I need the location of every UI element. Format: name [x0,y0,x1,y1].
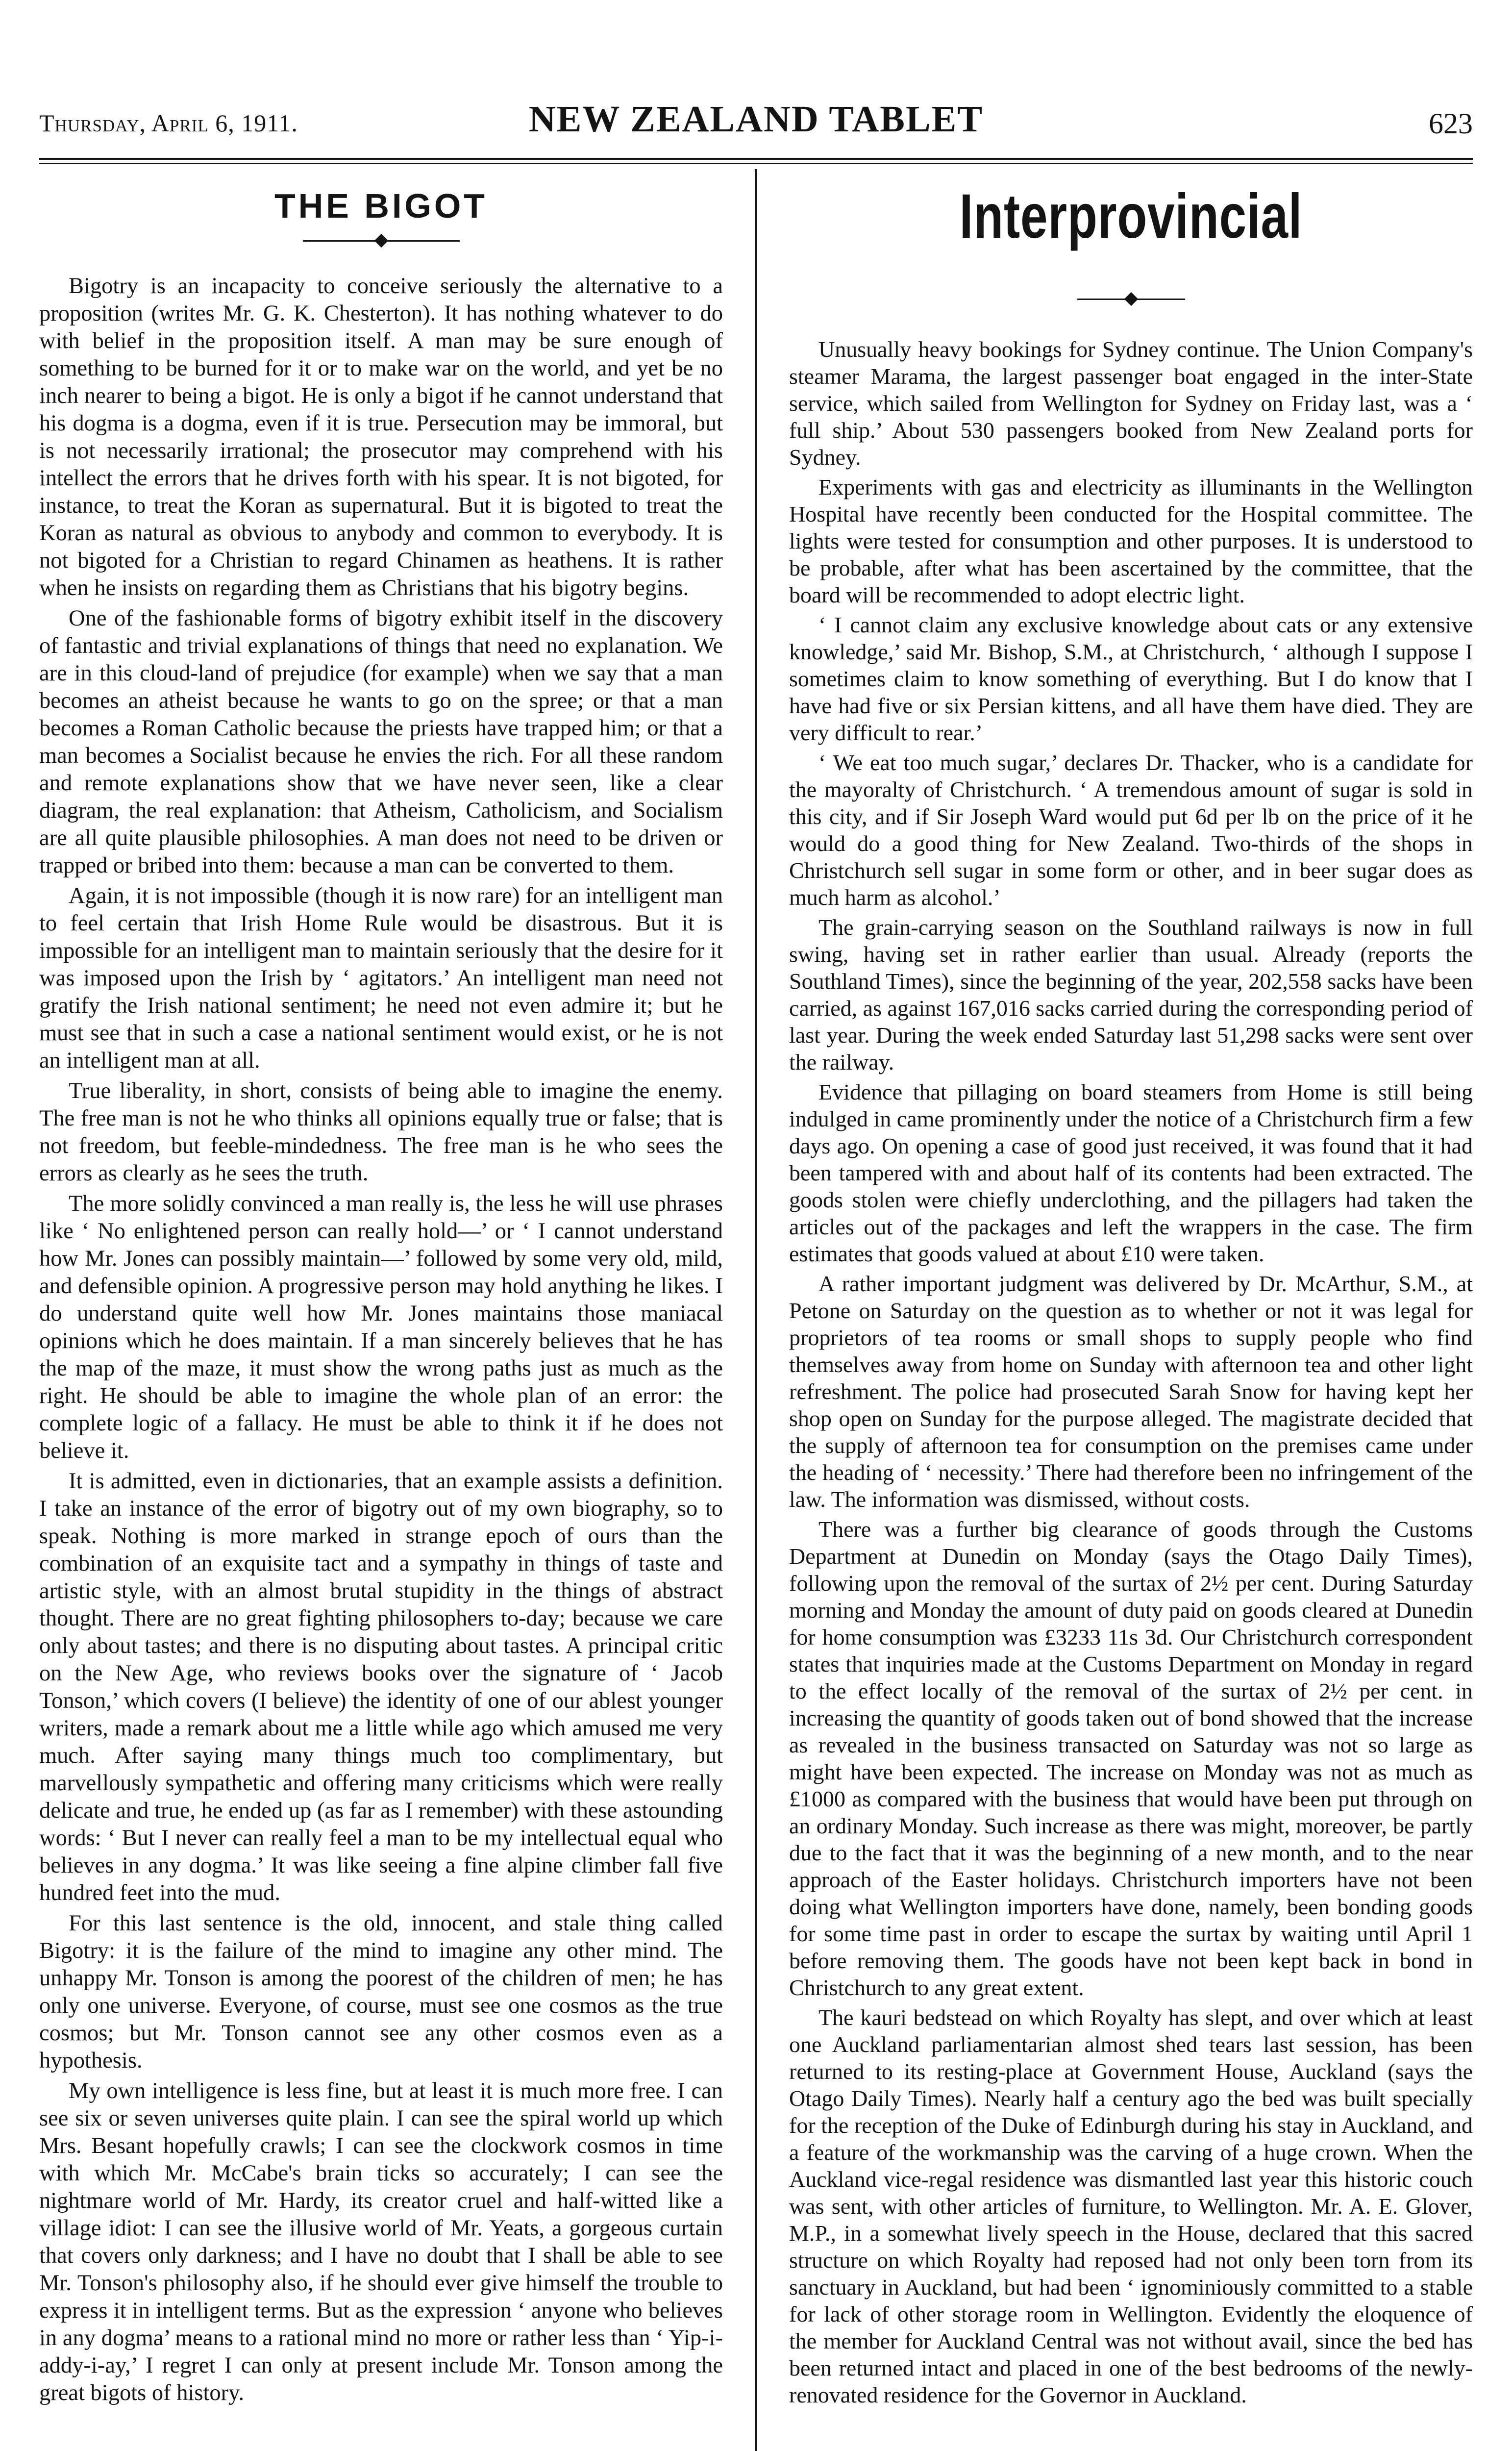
news-paragraph: Unusually heavy bookings for Sydney continue. The Union Company's steamer Marama, the largest passenger boat engaged in the inter-State service, which sailed from Wellington for Sydney on Friday last, was a ‘ full ship.’ About 530 passengers booked from New Zealand ports for Sydney. [789,337,1473,470]
right-column [789,176,1473,2411]
article-title-bigot: THE BIGOT [274,187,488,225]
left-column [39,176,723,2410]
page-number: 623 [1429,107,1473,140]
masthead-title: NEW ZEALAND TABLET [528,99,984,140]
bigot-paragraph: For this last sentence is the old, innocent, and stale thing called Bigotry: it is the failure of the mind to imagine any other mind. The unhappy Mr. Tonson is among the poorest of the children of men; he has only one universe. Everyone, of course, must see one cosmos as the true cosmos; but Mr. Tonson cannot see any other cosmos even as a hypothesis. [39,1911,723,2073]
masthead-date: Thursday, April 6, 1911. [39,109,298,137]
title-ornament [303,233,460,248]
news-paragraph: Evidence that pillaging on board steamers from Home is still being indulged in came prominently under the notice of a Christchurch firm a few days ago. On opening a case of good just received, it was found that it had been tampered with and about half of its contents had been extracted. The goods stolen were chiefly underclothing, and the pillagers had taken the articles out of the packages and left the wrappers in the case. The firm estimates that goods valued at about £10 were taken. [789,1079,1473,1266]
bigot-paragraph: It is admitted, even in dictionaries, that an example assists a definition. I take an instance of the error of bigotry out of my own biography, so to speak. Nothing is more marked in strange epoch of ours than the combination of an exquisite tact and a sympathy in things of taste and artistic style, with an almost brutal stupidity in the things of abstract thought. There are no great fighting philosophers to-day; because we care only about tastes; and there is no disputing about tastes. A principal critic on the New Age, who reviews books over the signature of ‘ Jacob Tonson,’ which covers (I believe) the identity of one of our ablest younger writers, made a remark about me a little while ago which amused me very much. After saying many things much too complimentary, but marvellously sympathetic and offering many criticisms which were really delicate and true, he ended up (as far as I remember) with these astounding words: ‘ But I never can really feel a man to be my intellectual equal who believes in any dogma.’ It was like seeing a fine alpine climber fall five hundred feet into the mud. [39,1469,723,1905]
bigot-paragraph: The more solidly convinced a man really is, the less he will use phrases like ‘ No enlightened person can really hold—’ or ‘ I cannot understand how Mr. Jones can possibly maintain—’ followed by some very old, mild, and defensible opinion. A progressive person may hold anything he likes. I do understand quite well how Mr. Jones maintains those maniacal opinions which he does maintain. If a man sincerely believes that he has the map of the maze, it must show the wrong paths just as much as the right. He should be able to imagine the whole plan of an error: the complete logic of a fallacy. He must be able to think it if he does not believe it. [39,1191,723,1463]
news-paragraph: ‘ I cannot claim any exclusive knowledge about cats or any extensive knowledge,’ said Mr. Bishop, S.M., at Christchurch, ‘ although I suppose I sometimes claim to know something of everything. But I do know that I have had five or six Persian kittens, and all have them have died. They are very difficult to rear.’ [789,612,1473,745]
news-paragraph: Experiments with gas and electricity as illuminants in the Wellington Hospital have recently been conducted for the Hospital committee. The lights were tested for consumption and other purposes. It is understood to be probable, after what has been ascertained by the committee, that the board will be recommended to adopt electric light. [789,475,1473,607]
news-paragraph: There was a further big clearance of goods through the Customs Department at Dunedin on Monday (says the Otago Daily Times), following upon the removal of the surtax of 2½ per cent. During Saturday morning and Monday the amount of duty paid on goods cleared at Dunedin for home consumption was £3233 11s 3d. Our Christchurch correspondent states that inquiries made at the Customs Department on Monday in regard to the effect locally of the removal of the surtax of 2½ per cent. in increasing the quantity of goods taken out of bond showed that the increase as revealed in the business transacted on Saturday was not so large as might have been expected. The increase on Monday was not as much as £1000 as compared with the business that would have been put through on an ordinary Monday. Such increase as there was might, moreover, be partly due to the fact that it was the beginning of a new month, and to the near approach of the Easter holidays. Christchurch importers have not been doing what Wellington importers have done, namely, been bonding goods for some time past in order to escape the surtax by waiting until April 1 before removing them. The goods have not been kept back in bond in Christchurch to any great extent. [789,1517,1473,2000]
bigot-paragraph: One of the fashionable forms of bigotry exhibit itself in the discovery of fantastic and trivial explanations of things that need no explanation. We are in this cloud-land of prejudice (for example) when we say that a man becomes an atheist because he wants to go on the spree; or that a man becomes a Roman Catholic because the priests have trapped him; or that a man becomes a Socialist because he envies the rich. For all these random and remote explanations show that we have never seen, like a clear diagram, the real explanation: that Atheism, Catholicism, and Socialism are all quite plausible philosophies. A man does not need to be driven or trapped or bribed into them: because a man can be converted to them. [39,606,723,878]
bigot-paragraph: Bigotry is an incapacity to conceive seriously the alternative to a proposition (writes Mr. G. K. Chesterton). It has nothing whatever to do with belief in the proposition itself. A man may be sure enough of something to be burned for it or to make war on the world, and yet be no inch nearer to being a bigot. He is only a bigot if he cannot understand that his dogma is a dogma, even if it is true. Persecution may be immoral, but is not necessarily irrational; the prosecutor may comprehend with his intellect the errors that he drives forth with his spear. It is not bigoted, for instance, to treat the Koran as supernatural. But it is bigoted to treat the Koran as natural as obvious to anybody and common to everybody. It is not bigoted for a Christian to regard Chinamen as heathens. It is rather when he insists on regarding them as Christians that his bigotry begins. [39,274,723,600]
title-ornament [1077,292,1185,306]
bigot-paragraph: My own intelligence is less fine, but at least it is much more free. I can see six or seven universes quite plain. I can see the spiral world up which Mrs. Besant hopefully crawls; I can see the clockwork cosmos in time with which Mr. McCabe's brain ticks so accurately; I can see the nightmare world of Mr. Hardy, its creator cruel and half-witted like a village idiot: I can see the illusive world of Mr. Yeats, a gorgeous curtain that covers only darkness; and I have no doubt that I shall be able to see Mr. Tonson's philosophy also, if he should ever give himself the trouble to express it in intelligent terms. But as the expression ‘ anyone who believes in any dogma’ means to a rational mind no more or rather less than ‘ Yip-i-addy-i-ay,’ I regret I can only at present include Mr. Tonson among the great bigots of history. [39,2078,723,2405]
masthead [39,98,1473,152]
article-title-interprovincial: Interprovincial [959,181,1303,251]
news-paragraph: The kauri bedstead on which Royalty has slept, and over which at least one Auckland parliamentarian almost shed tears last session, has been returned to its resting-place at Government House, Auckland (says the Otago Daily Times). Nearly half a century ago the bed was built specially for the reception of the Duke of Edinburgh during his stay in Auckland, and a feature of the workmanship was the carving of a huge crown. When the Auckland vice-regal residence was dismantled last year this historic couch was sent, with other articles of furniture, to Wellington. Mr. A. E. Glover, M.P., in a somewhat lively speech in the House, declared that this sacred structure on which Royalty had reposed had not only been torn from its sanctuary in Auckland, but had been ‘ ignominiously committed to a stable for lack of other storage room in Wellington. Evidently the eloquence of the member for Auckland Central was not without avail, since the bed has been returned intact and placed in one of the best bedrooms of the newly-renovated residence for the Governor in Auckland. [789,2005,1473,2407]
bigot-paragraph: Again, it is not impossible (though it is now rare) for an intelligent man to feel certain that Irish Home Rule would be disastrous. But it is impossible for an intelligent man to maintain seriously that the desire for it was imposed upon the Irish by ‘ agitators.’ An intelligent man need not gratify the Irish national sentiment; he need not even admire it; but he must see that in such a case a national sentiment would exist, or he is not an intelligent man at all. [39,883,723,1073]
bigot-paragraph: True liberality, in short, consists of being able to imagine the enemy. The free man is not he who thinks all opinions equally true or false; that is not freedom, but feeble-mindedness. The free man is he who sees the errors as clearly as he sees the truth. [39,1078,723,1186]
header-rule-thin [39,163,1473,164]
news-paragraph: A rather important judgment was delivered by Dr. McArthur, S.M., at Petone on Saturday on the question as to whether or not it was legal for proprietors of tea rooms or small shops to supply people who find themselves away from home on Sunday with afternoon tea and other light refreshment. The police had prosecuted Sarah Snow for having kept her shop open on Sunday for the purpose alleged. The magistrate decided that the supply of afternoon tea for consumption on the premises came under the heading of ‘ necessity.’ There had therefore been no infringement of the law. The information was dismissed, without costs. [789,1271,1473,1512]
column-divider [755,169,757,2451]
header-rule [39,158,1473,160]
news-paragraph: The grain-carrying season on the Southland railways is now in full swing, having set in rather earlier than usual. Already (reports the Southland Times), since the beginning of the year, 202,558 sacks have been carried, as against 167,016 sacks carried during the corresponding period of last year. During the week ended Saturday last 51,298 sacks were sent over the railway. [789,915,1473,1075]
news-paragraph: ‘ We eat too much sugar,’ declares Dr. Thacker, who is a candidate for the mayoralty of Christchurch. ‘ A tremendous amount of sugar is sold in this city, and if Sir Joseph Ward would put 6d per lb on the price of it he would do a good thing for New Zealand. Two-thirds of the shops in Christchurch sell sugar in some form or other, and in beer sugar does as much harm as alcohol.’ [789,750,1473,910]
